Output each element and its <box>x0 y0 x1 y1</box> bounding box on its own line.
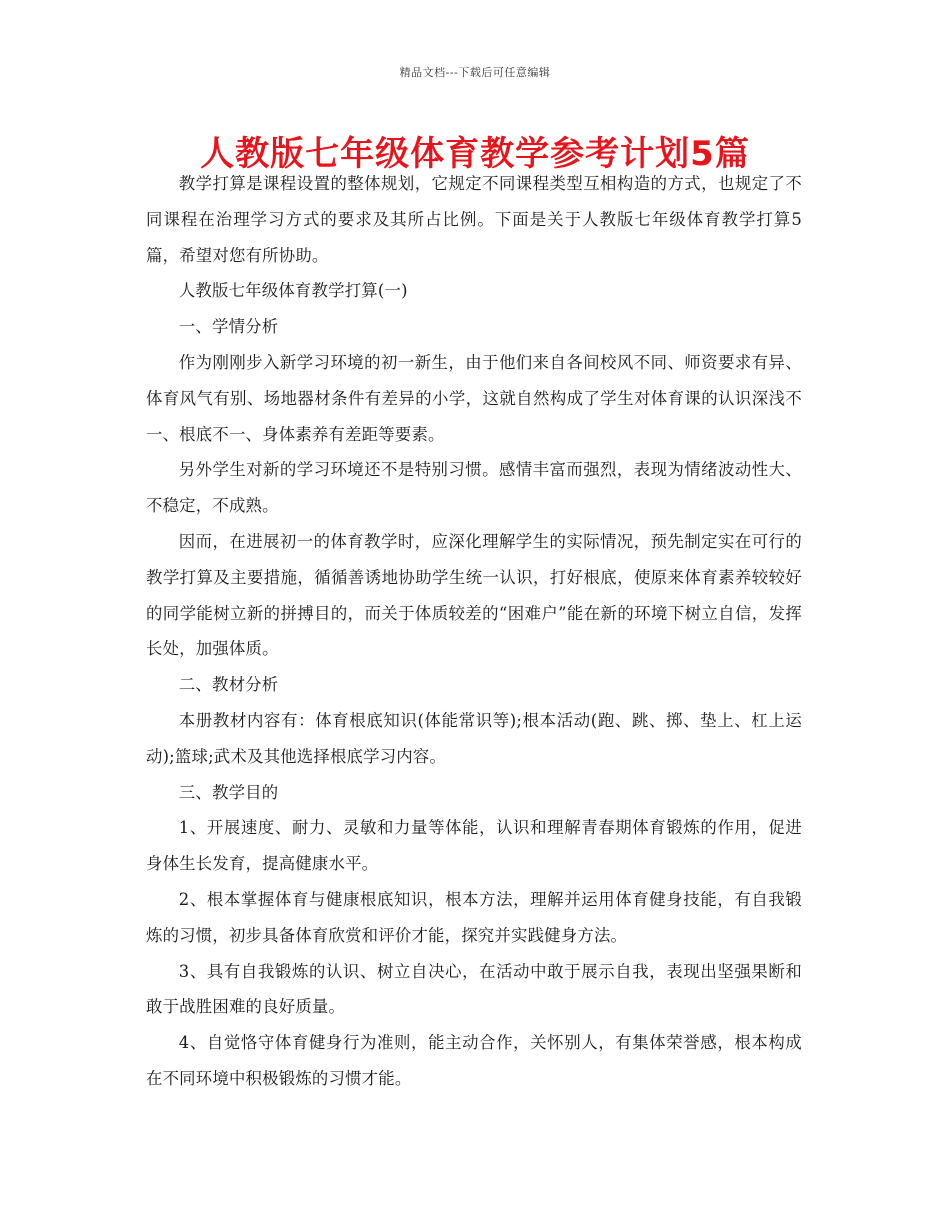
goal-item: 4、自觉恪守体育健身行为准则，能主动合作，关怀别人，有集体荣誉感，根本构成在不同环境中积极锻炼的习惯才能。 <box>146 1033 802 1088</box>
document-title: 人教版七年级体育教学参考计划5篇 <box>200 134 750 174</box>
goal-item: 1、开展速度、耐力、灵敏和力量等体能，认识和理解青春期体育锻炼的作用，促进身体生长发育，提高健康水平。 <box>146 818 802 874</box>
body-paragraph: 作为刚刚步入新学习环境的初一新生，由于他们来自各间校风不同、师资要求有异、体育风气有别、场地器材条件有差异的小学，这就自然构成了学生对体育课的认识深浅不一、根底不一、身体素养有差距等要素。 <box>146 352 802 444</box>
body-paragraph: 另外学生对新的学习环境还不是特别习惯。感情丰富而强烈，表现为情绪波动性大、不稳定，不成熟。 <box>146 460 802 516</box>
header-note: 精品文档---下载后可任意编辑 <box>399 66 551 79</box>
body-paragraph: 因而，在进展初一的体育教学时，应深化理解学生的实际情况，预先制定实在可行的教学打算及主要措施，循循善诱地协助学生统一认识，打好根底，使原来体育素养较较好的同学能树立新的拼搏目的，而关于体质较差的“困难户”能在新的环境下树立自信，发挥长处，加强体质。 <box>146 531 802 659</box>
goal-item: 2、根本掌握体育与健康根底知识，根本方法，理解并运用体育健身技能，有自我锻炼的习惯，初步具备体育欣赏和评价才能，探究并实践健身方法。 <box>146 889 802 945</box>
plan-subtitle: 人教版七年级体育教学打算(一) <box>178 281 408 301</box>
document-body <box>146 166 802 1097</box>
section-heading-3: 三、教学目的 <box>178 782 279 802</box>
intro-paragraph: 教学打算是课程设置的整体规划，它规定不同课程类型互相构造的方式，也规定了不同课程在治理学习方式的要求及其所占比例。下面是关于人教版七年级体育教学打算5篇，希望对您有所协助。 <box>146 174 802 265</box>
goal-item: 3、具有自我锻炼的认识、树立自决心，在活动中敢于展示自我，表现出坚强果断和敢于战胜困难的良好质量。 <box>146 961 802 1017</box>
section-heading-1: 一、学情分析 <box>178 317 279 337</box>
body-paragraph: 本册教材内容有：体育根底知识(体能常识等);根本活动(跑、跳、掷、垫上、杠上运动);篮球;武术及其他选择根底学习内容。 <box>146 710 802 766</box>
section-heading-2: 二、教材分析 <box>178 675 279 695</box>
